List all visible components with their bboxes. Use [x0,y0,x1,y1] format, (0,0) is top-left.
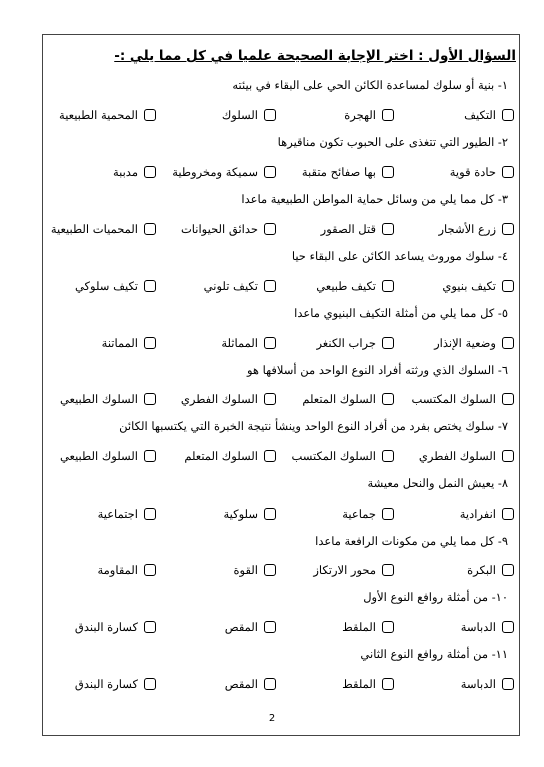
question-2-text: ٢- الطيور التي تتغذى على الحبوب تكون مناقيرها [277,135,508,149]
checkbox-icon[interactable] [144,678,156,690]
q3-option-2[interactable]: قتل الصقور [321,221,394,237]
question-8-options [52,506,514,522]
question-9-text: ٩- كل مما يلي من مكونات الرافعة ماعدا [315,534,508,548]
q9-option-4[interactable]: المقاومة [97,562,156,578]
question-8-text: ٨- يعيش النمل والنحل معيشة [367,476,508,490]
question-6-text: ٦- السلوك الذي ورثته أفراد النوع الواحد من أسلافها هو [246,363,508,377]
page-number: 2 [268,713,276,724]
question-10-text: ١٠- من أمثلة روافع النوع الأول [363,590,508,604]
q11-option-2[interactable]: الملقط [342,676,394,692]
checkbox-icon[interactable] [144,508,156,520]
q8-option-3[interactable]: سلوكية [224,506,277,522]
checkbox-icon[interactable] [144,280,156,292]
q9-option-2[interactable]: محور الارتكاز [313,562,394,578]
checkbox-icon[interactable] [502,564,514,576]
checkbox-icon[interactable] [502,508,514,520]
q2-option-3[interactable]: سميكة ومخروطية [172,164,276,180]
q1-option-1[interactable]: التكيف [464,107,514,123]
q11-option-1[interactable]: الدباسة [461,676,514,692]
q3-option-3[interactable]: حدائق الحيوانات [181,221,276,237]
q11-option-4[interactable]: كسارة البندق [75,676,156,692]
checkbox-icon[interactable] [382,223,394,235]
question-6-options [52,391,514,407]
q5-option-3[interactable]: المماثلة [221,335,276,351]
question-2-options [52,164,514,180]
q8-option-1[interactable]: انفرادية [460,506,514,522]
checkbox-icon[interactable] [264,337,276,349]
q7-option-3[interactable]: السلوك المتعلم [184,448,276,464]
q3-option-1[interactable]: زرع الأشجار [439,221,515,237]
q6-option-1[interactable]: السلوك المكتسب [411,391,514,407]
q6-option-4[interactable]: السلوك الطبيعي [60,391,156,407]
q3-option-4[interactable]: المحميات الطبيعية [51,221,156,237]
checkbox-icon[interactable] [264,564,276,576]
checkbox-icon[interactable] [144,621,156,633]
question-10-options [52,619,514,635]
checkbox-icon[interactable] [382,621,394,633]
question-4-options [52,278,514,294]
checkbox-icon[interactable] [382,280,394,292]
question-9-options [52,562,514,578]
checkbox-icon[interactable] [264,109,276,121]
question-11-text: ١١- من أمثلة روافع النوع الثاني [360,647,508,661]
question-5-text: ٥- كل مما يلي من أمثلة التكيف البنيوي ماعدا [294,306,508,320]
checkbox-icon[interactable] [502,337,514,349]
q1-option-2[interactable]: الهجرة [344,107,394,123]
checkbox-icon[interactable] [502,678,514,690]
question-3-options [52,221,514,237]
checkbox-icon[interactable] [382,508,394,520]
q9-option-3[interactable]: القوة [234,562,276,578]
q7-option-4[interactable]: السلوك الطبيعي [60,448,156,464]
question-7-options [52,448,514,464]
q2-option-2[interactable]: بها صفائح متقبة [302,164,394,180]
q8-option-2[interactable]: جماعية [342,506,394,522]
checkbox-icon[interactable] [264,280,276,292]
question-7-text: ٧- سلوك يختص بفرد من أفراد النوع الواحد وينشأ نتيجة الخبرة التي يكتسبها الكائن [119,419,508,433]
checkbox-icon[interactable] [382,337,394,349]
question-4-text: ٤- سلوك موروث يساعد الكائن على البقاء حيا [291,249,508,263]
question-1-options [52,107,514,123]
checkbox-icon[interactable] [382,678,394,690]
checkbox-icon[interactable] [144,223,156,235]
q6-option-3[interactable]: السلوك الفطري [181,391,276,407]
checkbox-icon[interactable] [502,166,514,178]
q2-option-4[interactable]: مدببة [113,164,156,180]
checkbox-icon[interactable] [264,678,276,690]
q6-option-2[interactable]: السلوك المتعلم [302,391,394,407]
section-title: السؤال الأول : اختر الإجابة الصحيحة علميا في كل مما يلي :- [114,48,516,64]
q7-option-1[interactable]: السلوك الفطري [419,448,514,464]
checkbox-icon[interactable] [144,450,156,462]
checkbox-icon[interactable] [144,109,156,121]
question-5-options [52,335,514,351]
checkbox-icon[interactable] [382,109,394,121]
checkbox-icon[interactable] [502,280,514,292]
q2-option-1[interactable]: حادة قوية [450,164,514,180]
q10-option-3[interactable]: المقص [225,619,276,635]
checkbox-icon[interactable] [502,109,514,121]
q4-option-1[interactable]: تكيف بنيوي [442,278,514,294]
q4-option-3[interactable]: تكيف تلوني [204,278,276,294]
checkbox-icon[interactable] [144,337,156,349]
checkbox-icon[interactable] [264,166,276,178]
checkbox-icon[interactable] [264,393,276,405]
checkbox-icon[interactable] [502,621,514,633]
checkbox-icon[interactable] [382,564,394,576]
q9-option-1[interactable]: البكرة [467,562,514,578]
q5-option-1[interactable]: وضعية الإنذار [434,335,514,351]
q11-option-3[interactable]: المقص [225,676,276,692]
checkbox-icon[interactable] [144,564,156,576]
checkbox-icon[interactable] [144,166,156,178]
q5-option-2[interactable]: جراب الكنغر [316,335,394,351]
q1-option-3[interactable]: السلوك [222,107,276,123]
checkbox-icon[interactable] [264,450,276,462]
checkbox-icon[interactable] [502,393,514,405]
checkbox-icon[interactable] [264,621,276,633]
question-1-text: ١- بنية أو سلوك لمساعدة الكائن الحي على البقاء في بيئته [232,78,508,92]
q8-option-4[interactable]: اجتماعية [98,506,156,522]
q10-option-2[interactable]: الملقط [342,619,394,635]
q4-option-2[interactable]: تكيف طبيعي [316,278,394,294]
checkbox-icon[interactable] [382,166,394,178]
checkbox-icon[interactable] [502,450,514,462]
q5-option-4[interactable]: المماتنة [102,335,156,351]
q10-option-4[interactable]: كسارة البندق [75,619,156,635]
q10-option-1[interactable]: الدباسة [461,619,514,635]
checkbox-icon[interactable] [502,223,514,235]
checkbox-icon[interactable] [382,393,394,405]
question-11-options [52,676,514,692]
checkbox-icon[interactable] [144,393,156,405]
q7-option-2[interactable]: السلوك المكتسب [291,448,394,464]
checkbox-icon[interactable] [382,450,394,462]
checkbox-icon[interactable] [264,508,276,520]
q4-option-4[interactable]: تكيف سلوكي [75,278,156,294]
checkbox-icon[interactable] [264,223,276,235]
q1-option-4[interactable]: المحمية الطبيعية [59,107,156,123]
question-3-text: ٣- كل مما يلي من وسائل حماية المواطن الطبيعية ماعدا [241,192,508,206]
